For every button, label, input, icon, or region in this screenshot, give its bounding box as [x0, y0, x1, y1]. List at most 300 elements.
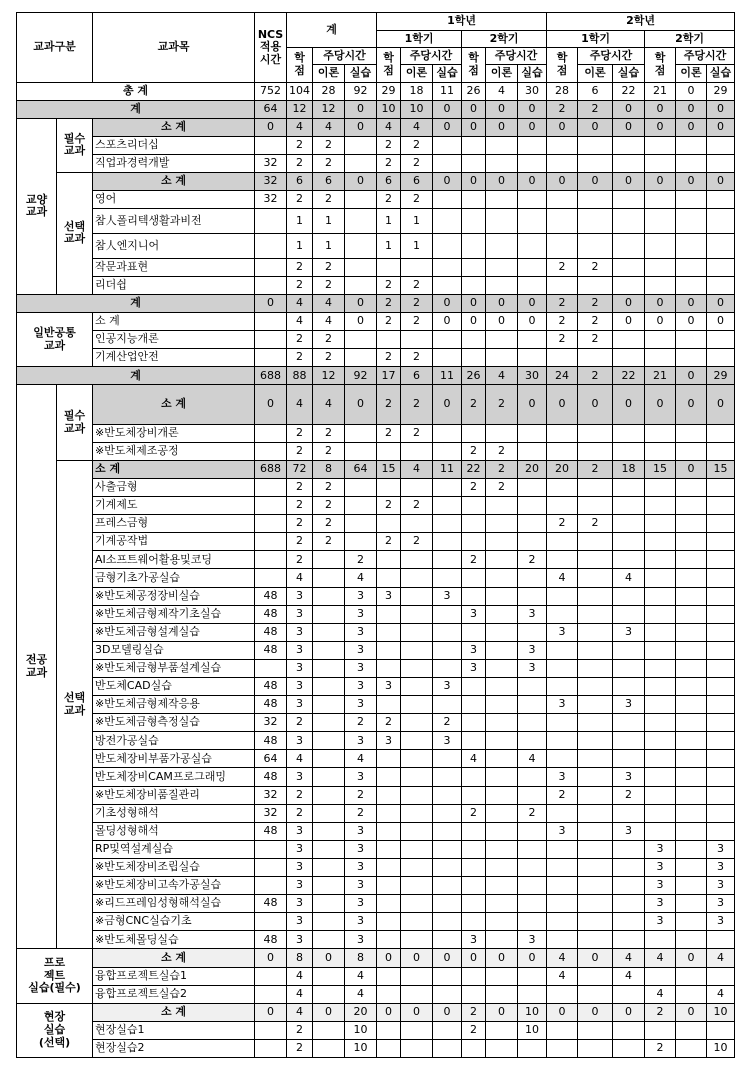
value-cell — [486, 732, 518, 750]
value-cell: 10 — [401, 100, 433, 118]
value-cell — [462, 840, 486, 858]
value-cell — [518, 696, 547, 714]
value-cell: 0 — [518, 100, 547, 118]
value-cell: 4 — [547, 967, 578, 985]
value-cell — [613, 605, 645, 623]
value-cell — [401, 804, 433, 822]
value-cell — [645, 714, 676, 732]
value-cell: 2 — [377, 191, 401, 209]
value-cell: 2 — [578, 367, 613, 385]
header-y2-sem2: 2학기 — [645, 31, 735, 48]
value-cell — [578, 732, 613, 750]
subject-name: 3D모델링실습 — [93, 641, 255, 659]
value-cell: 0 — [578, 1003, 613, 1021]
value-cell: 0 — [255, 294, 287, 312]
value-cell: 0 — [518, 294, 547, 312]
value-cell — [486, 623, 518, 641]
value-cell — [433, 822, 462, 840]
value-cell — [518, 714, 547, 732]
value-cell — [486, 714, 518, 732]
value-cell — [547, 931, 578, 949]
value-cell — [462, 191, 486, 209]
subject-name: ※반도체금형측정실습 — [93, 714, 255, 732]
value-cell — [707, 750, 735, 768]
value-cell: 2 — [401, 276, 433, 294]
value-cell: 4 — [613, 949, 645, 967]
value-cell: 0 — [462, 100, 486, 118]
value-cell — [707, 1021, 735, 1039]
subject-name: 리더쉽 — [93, 276, 255, 294]
value-cell — [345, 424, 377, 442]
value-cell: 4 — [401, 118, 433, 136]
value-cell — [313, 1039, 345, 1057]
value-cell — [377, 840, 401, 858]
value-cell — [613, 858, 645, 876]
value-cell — [401, 732, 433, 750]
value-cell — [578, 985, 613, 1003]
value-cell — [676, 424, 707, 442]
value-cell — [613, 804, 645, 822]
value-cell — [676, 515, 707, 533]
value-cell — [313, 895, 345, 913]
value-cell: 3 — [287, 678, 313, 696]
value-cell: 1 — [313, 209, 345, 234]
value-cell: 48 — [255, 587, 287, 605]
value-cell: 0 — [433, 949, 462, 967]
value-cell — [707, 191, 735, 209]
value-cell: 2 — [547, 258, 578, 276]
value-cell — [547, 858, 578, 876]
value-cell: 3 — [287, 623, 313, 641]
value-cell: 0 — [255, 949, 287, 967]
value-cell: 4 — [287, 385, 313, 424]
subject-name: ※반도체제조공정 — [93, 442, 255, 460]
value-cell — [676, 331, 707, 349]
value-cell — [433, 154, 462, 172]
value-cell: 29 — [377, 83, 401, 101]
value-cell — [401, 623, 433, 641]
value-cell — [433, 641, 462, 659]
value-cell — [645, 641, 676, 659]
value-cell — [401, 931, 433, 949]
value-cell — [578, 714, 613, 732]
value-cell: 0 — [547, 385, 578, 424]
value-cell — [433, 569, 462, 587]
header-total-weekly: 주당시간 — [313, 48, 377, 65]
value-cell: 48 — [255, 895, 287, 913]
value-cell — [518, 258, 547, 276]
general-required-subtotal: 소 계 — [93, 118, 255, 136]
value-cell: 4 — [547, 949, 578, 967]
value-cell — [613, 895, 645, 913]
value-cell — [313, 822, 345, 840]
value-cell — [613, 551, 645, 569]
value-cell — [518, 732, 547, 750]
value-cell: 3 — [345, 605, 377, 623]
value-cell — [313, 786, 345, 804]
value-cell — [377, 804, 401, 822]
value-cell: 2 — [287, 424, 313, 442]
subject-name: 현장실습1 — [93, 1021, 255, 1039]
value-cell — [377, 768, 401, 786]
value-cell — [433, 931, 462, 949]
value-cell — [613, 678, 645, 696]
subject-name: 직업과경력개발 — [93, 154, 255, 172]
value-cell — [645, 569, 676, 587]
value-cell — [486, 659, 518, 677]
value-cell — [676, 497, 707, 515]
header-y2s2-practice: 실습 — [707, 65, 735, 83]
value-cell: 4 — [613, 967, 645, 985]
header-y1s2-practice: 실습 — [518, 65, 547, 83]
value-cell: 48 — [255, 732, 287, 750]
value-cell: 2 — [313, 515, 345, 533]
value-cell: 3 — [433, 587, 462, 605]
value-cell: 2 — [578, 100, 613, 118]
value-cell — [462, 623, 486, 641]
value-cell — [462, 233, 486, 258]
category-general: 교양 교과 — [17, 118, 57, 294]
header-y1s1-practice: 실습 — [433, 65, 462, 83]
value-cell: 6 — [401, 172, 433, 190]
value-cell: 4 — [707, 949, 735, 967]
value-cell: 2 — [462, 1021, 486, 1039]
value-cell — [377, 967, 401, 985]
value-cell: 2 — [401, 294, 433, 312]
value-cell — [401, 1039, 433, 1057]
value-cell — [255, 877, 287, 895]
value-cell — [578, 551, 613, 569]
value-cell — [518, 209, 547, 234]
value-cell — [645, 623, 676, 641]
value-cell — [613, 209, 645, 234]
header-y2s2-credit: 학 점 — [645, 48, 676, 83]
value-cell — [462, 877, 486, 895]
value-cell — [486, 209, 518, 234]
header-y1-sem1: 1학기 — [377, 31, 462, 48]
value-cell: 0 — [486, 313, 518, 331]
value-cell: 32 — [255, 714, 287, 732]
value-cell: 2 — [377, 276, 401, 294]
value-cell — [486, 587, 518, 605]
value-cell: 0 — [518, 118, 547, 136]
value-cell — [645, 587, 676, 605]
value-cell — [401, 331, 433, 349]
value-cell: 1 — [313, 233, 345, 258]
value-cell — [313, 659, 345, 677]
header-y1s2-theory: 이론 — [486, 65, 518, 83]
value-cell: 3 — [287, 858, 313, 876]
value-cell — [645, 786, 676, 804]
value-cell — [547, 424, 578, 442]
header-y2s1-theory: 이론 — [578, 65, 613, 83]
value-cell — [547, 840, 578, 858]
value-cell: 3 — [518, 605, 547, 623]
value-cell — [313, 605, 345, 623]
value-cell: 0 — [377, 1003, 401, 1021]
value-cell — [486, 276, 518, 294]
value-cell — [518, 967, 547, 985]
value-cell — [401, 515, 433, 533]
value-cell — [486, 696, 518, 714]
value-cell — [313, 840, 345, 858]
value-cell: 30 — [518, 367, 547, 385]
value-cell: 48 — [255, 678, 287, 696]
value-cell: 3 — [613, 623, 645, 641]
value-cell: 10 — [345, 1021, 377, 1039]
value-cell — [578, 424, 613, 442]
value-cell: 2 — [401, 313, 433, 331]
value-cell: 6 — [287, 172, 313, 190]
value-cell — [433, 515, 462, 533]
value-cell — [613, 877, 645, 895]
value-cell — [578, 641, 613, 659]
value-cell: 2 — [287, 276, 313, 294]
value-cell — [255, 1021, 287, 1039]
value-cell — [255, 985, 287, 1003]
value-cell: 4 — [345, 569, 377, 587]
value-cell — [676, 191, 707, 209]
value-cell — [547, 191, 578, 209]
value-cell — [433, 497, 462, 515]
value-cell — [547, 659, 578, 677]
value-cell — [462, 786, 486, 804]
value-cell — [313, 858, 345, 876]
value-cell — [313, 551, 345, 569]
value-cell: 6 — [377, 172, 401, 190]
value-cell — [578, 931, 613, 949]
value-cell — [613, 276, 645, 294]
value-cell: 2 — [377, 714, 401, 732]
value-cell — [486, 497, 518, 515]
value-cell: 3 — [377, 732, 401, 750]
category-common: 일반공통 교과 — [17, 313, 93, 367]
value-cell — [486, 331, 518, 349]
value-cell — [313, 641, 345, 659]
value-cell — [377, 786, 401, 804]
value-cell: 3 — [645, 840, 676, 858]
value-cell — [313, 750, 345, 768]
value-cell — [401, 696, 433, 714]
value-cell: 0 — [676, 460, 707, 478]
value-cell — [547, 442, 578, 460]
value-cell — [645, 533, 676, 551]
subject-name: ※반도체장비개론 — [93, 424, 255, 442]
value-cell — [578, 895, 613, 913]
value-cell — [401, 605, 433, 623]
value-cell: 4 — [645, 985, 676, 1003]
header-category: 교과구분 — [17, 13, 93, 83]
value-cell — [547, 1021, 578, 1039]
value-cell — [707, 659, 735, 677]
value-cell: 2 — [613, 786, 645, 804]
value-cell: 1 — [401, 233, 433, 258]
value-cell — [255, 349, 287, 367]
value-cell: 3 — [345, 623, 377, 641]
value-cell — [313, 967, 345, 985]
value-cell: 28 — [313, 83, 345, 101]
value-cell: 0 — [676, 118, 707, 136]
value-cell — [518, 191, 547, 209]
value-cell — [345, 515, 377, 533]
value-cell — [313, 877, 345, 895]
value-cell: 4 — [313, 294, 345, 312]
value-cell — [377, 822, 401, 840]
curriculum-table — [16, 12, 735, 1058]
value-cell — [486, 786, 518, 804]
value-cell — [578, 497, 613, 515]
value-cell: 4 — [287, 985, 313, 1003]
value-cell — [613, 587, 645, 605]
value-cell — [462, 678, 486, 696]
value-cell — [255, 478, 287, 496]
value-cell — [676, 985, 707, 1003]
value-cell: 0 — [613, 385, 645, 424]
value-cell — [676, 931, 707, 949]
value-cell: 2 — [313, 191, 345, 209]
subject-name: 반도체장비부품가공실습 — [93, 750, 255, 768]
value-cell: 10 — [518, 1003, 547, 1021]
value-cell — [345, 442, 377, 460]
value-cell — [645, 804, 676, 822]
value-cell: 20 — [345, 1003, 377, 1021]
value-cell: 0 — [676, 385, 707, 424]
value-cell — [433, 913, 462, 931]
value-cell — [578, 804, 613, 822]
value-cell — [707, 786, 735, 804]
value-cell: 2 — [462, 385, 486, 424]
value-cell — [401, 587, 433, 605]
value-cell: 32 — [255, 804, 287, 822]
value-cell — [518, 913, 547, 931]
value-cell: 3 — [345, 931, 377, 949]
subject-name: RP및역설계실습 — [93, 840, 255, 858]
subject-name: 융합프로젝트실습1 — [93, 967, 255, 985]
value-cell — [578, 605, 613, 623]
value-cell — [255, 1039, 287, 1057]
value-cell — [676, 840, 707, 858]
value-cell — [255, 331, 287, 349]
common-subtotal-label: 소 계 — [93, 313, 255, 331]
value-cell — [676, 136, 707, 154]
value-cell — [613, 136, 645, 154]
value-cell — [613, 931, 645, 949]
value-cell — [462, 768, 486, 786]
value-cell: 3 — [707, 895, 735, 913]
value-cell — [613, 258, 645, 276]
project-subtotal: 소 계 — [93, 949, 255, 967]
value-cell — [676, 533, 707, 551]
value-cell — [578, 659, 613, 677]
value-cell — [578, 877, 613, 895]
value-cell: 2 — [377, 385, 401, 424]
value-cell — [613, 442, 645, 460]
value-cell: 10 — [707, 1003, 735, 1021]
value-cell — [578, 822, 613, 840]
value-cell — [613, 533, 645, 551]
value-cell: 4 — [313, 385, 345, 424]
value-cell: 2 — [287, 331, 313, 349]
value-cell — [645, 497, 676, 515]
value-cell — [433, 895, 462, 913]
value-cell: 3 — [547, 768, 578, 786]
value-cell — [707, 136, 735, 154]
value-cell: 2 — [377, 136, 401, 154]
header-total-practice: 실습 — [345, 65, 377, 83]
value-cell: 2 — [578, 515, 613, 533]
value-cell — [433, 696, 462, 714]
value-cell: 2 — [345, 551, 377, 569]
value-cell: 0 — [433, 100, 462, 118]
value-cell: 0 — [613, 172, 645, 190]
value-cell: 0 — [578, 172, 613, 190]
major-required-subtotal: 소 계 — [93, 385, 255, 424]
value-cell — [676, 233, 707, 258]
value-cell: 2 — [518, 804, 547, 822]
value-cell: 3 — [462, 659, 486, 677]
value-cell: 4 — [518, 750, 547, 768]
value-cell — [313, 696, 345, 714]
value-cell: 3 — [287, 931, 313, 949]
value-cell: 0 — [613, 313, 645, 331]
value-cell: 3 — [518, 641, 547, 659]
value-cell — [613, 913, 645, 931]
value-cell — [433, 840, 462, 858]
value-cell — [645, 768, 676, 786]
value-cell — [547, 750, 578, 768]
value-cell — [645, 136, 676, 154]
value-cell — [676, 276, 707, 294]
value-cell — [518, 858, 547, 876]
header-year2: 2학년 — [547, 13, 735, 31]
value-cell — [707, 623, 735, 641]
value-cell — [645, 442, 676, 460]
value-cell — [645, 258, 676, 276]
value-cell: 2 — [287, 804, 313, 822]
value-cell: 3 — [707, 877, 735, 895]
value-cell: 3 — [345, 913, 377, 931]
value-cell: 32 — [255, 172, 287, 190]
value-cell — [345, 258, 377, 276]
value-cell — [676, 714, 707, 732]
value-cell — [547, 732, 578, 750]
value-cell — [645, 931, 676, 949]
value-cell: 2 — [313, 154, 345, 172]
value-cell: 4 — [287, 569, 313, 587]
value-cell: 0 — [578, 385, 613, 424]
value-cell: 0 — [462, 294, 486, 312]
value-cell: 4 — [287, 750, 313, 768]
value-cell — [345, 191, 377, 209]
value-cell: 18 — [401, 83, 433, 101]
value-cell — [547, 154, 578, 172]
value-cell — [462, 424, 486, 442]
value-cell: 3 — [547, 822, 578, 840]
value-cell: 2 — [313, 258, 345, 276]
subject-name: 기계산업안전 — [93, 349, 255, 367]
value-cell — [707, 551, 735, 569]
value-cell — [645, 551, 676, 569]
value-cell — [462, 822, 486, 840]
value-cell — [401, 569, 433, 587]
value-cell: 2 — [547, 331, 578, 349]
value-cell: 12 — [313, 367, 345, 385]
value-cell: 32 — [255, 154, 287, 172]
value-cell — [578, 478, 613, 496]
value-cell: 2 — [313, 276, 345, 294]
value-cell — [613, 659, 645, 677]
value-cell: 2 — [313, 478, 345, 496]
